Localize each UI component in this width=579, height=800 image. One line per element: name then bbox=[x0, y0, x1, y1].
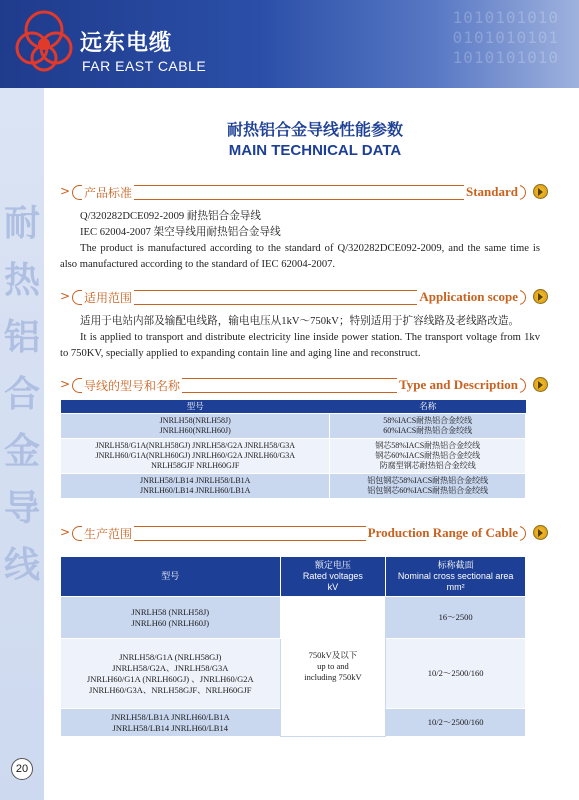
binary-pattern: 1010101010 0101010101 1010101010 bbox=[452, 8, 559, 67]
side-char: 耐 bbox=[4, 203, 41, 244]
section-title-cn: 生产范围 bbox=[84, 527, 133, 541]
chevron-right-icon: > bbox=[60, 184, 71, 198]
section-header-production bbox=[60, 524, 526, 542]
section-frame bbox=[72, 185, 526, 200]
table-row bbox=[61, 473, 526, 498]
chevron-right-icon: > bbox=[60, 289, 71, 303]
table-row bbox=[61, 413, 526, 438]
page-title-cn: 耐热铝合金导线性能参数 bbox=[226, 120, 403, 139]
section-cell: 16～2500 bbox=[386, 597, 526, 639]
model-cell: JNRLH58/LB14 JNRLH58/LB1A JNRLH60/LB14 JNRLH60/LB1A bbox=[61, 473, 330, 498]
play-arrow-icon bbox=[533, 377, 548, 392]
table-header-row bbox=[61, 400, 526, 413]
column-header-section: 标称截面 Nominal cross sectional area mm² bbox=[386, 557, 526, 597]
application-line: 适用于电站内部及输配电线路，输电电压从1kV～750kV；特别适用于扩容线路及老线路改造。 bbox=[80, 316, 520, 327]
name-cell: 钢芯58%IACS耐热铝合金绞线 钢芯60%IACS耐热铝合金绞线 防腐型钢芯耐热铝合金绞线 bbox=[330, 438, 526, 473]
standard-line: The product is manufactured according to the standard of Q/320282DCE092-2009, and the same time is also manufactured according to the standard of IEC 62004-2007. bbox=[60, 243, 540, 270]
standard-line: Q/320282DCE092-2009 耐热铝合金导线 bbox=[80, 211, 261, 222]
name-cell: 铝包钢芯58%IACS耐热铝合金绞线 铝包钢芯60%IACS耐热铝合金绞线 bbox=[330, 473, 526, 498]
table-row bbox=[61, 438, 526, 473]
column-header: 型号 bbox=[61, 400, 330, 413]
side-title-vertical bbox=[4, 195, 40, 594]
page-number: 20 bbox=[11, 758, 33, 780]
section-title-cn: 适用范围 bbox=[84, 291, 133, 305]
page-title-en: MAIN TECHNICAL DATA bbox=[228, 142, 402, 159]
side-char: 热 bbox=[4, 260, 41, 301]
side-char: 线 bbox=[4, 545, 41, 586]
section-header-standard bbox=[60, 183, 526, 201]
side-char: 金 bbox=[4, 431, 41, 472]
side-char: 合 bbox=[4, 374, 41, 415]
section-title-cn: 产品标准 bbox=[84, 186, 133, 200]
voltage-cell: 750kV及以下 up to and including 750kV bbox=[280, 597, 386, 737]
section-title-en: Type and Description bbox=[399, 377, 518, 392]
play-arrow-icon bbox=[533, 525, 548, 540]
column-header-model: 型号 bbox=[61, 557, 281, 597]
standard-line: IEC 62004-2007 架空导线用耐热铝合金导线 bbox=[80, 227, 281, 238]
side-char: 导 bbox=[4, 488, 41, 529]
brand-name-cn: 远东电缆 bbox=[80, 31, 173, 56]
section-header-application bbox=[60, 288, 526, 306]
section-cell: 10/2～2500/160 bbox=[386, 639, 526, 709]
section-title-cn: 导线的型号和名称 bbox=[84, 379, 181, 393]
play-arrow-icon bbox=[533, 289, 548, 304]
model-cell: JNRLH58(NRLH58J) JNRLH60(NRLH60J) bbox=[61, 413, 330, 438]
play-arrow-icon bbox=[533, 184, 548, 199]
standard-text bbox=[60, 209, 540, 273]
production-table bbox=[60, 556, 526, 737]
column-header-voltage: 额定电压 Rated voltages kV bbox=[280, 557, 386, 597]
side-char: 铝 bbox=[4, 317, 41, 358]
section-cell: 10/2～2500/160 bbox=[386, 709, 526, 737]
model-cell: JNRLH58/G1A(NRLH58GJ) JNRLH58/G2A JNRLH58/G3A JNRLH60/G1A(NRLH60GJ) JNRLH60/G2A JNRLH60/G3A NRLH58GJF NRLH60GJF bbox=[61, 438, 330, 473]
section-title-en: Standard bbox=[465, 184, 518, 199]
brand-name-en: FAR EAST CABLE bbox=[82, 58, 207, 74]
application-text bbox=[60, 314, 540, 362]
section-title-en: Application scope bbox=[419, 289, 518, 304]
chevron-right-icon: > bbox=[60, 377, 71, 391]
application-line: It is applied to transport and distribute electricity line inside power station. The transport voltage from 1kv to 750KV, specially applied to expanding contain line and aging line and reconstruct. bbox=[60, 332, 540, 359]
model-cell: JNRLH58/LB1A JNRLH60/LB1A JNRLH58/LB14 JNRLH60/LB14 bbox=[61, 709, 281, 737]
table-header-row bbox=[61, 557, 526, 597]
page-header bbox=[0, 0, 579, 88]
type-table bbox=[60, 400, 526, 499]
far-east-cable-logo-icon bbox=[12, 8, 76, 80]
chevron-right-icon: > bbox=[60, 525, 71, 539]
model-cell: JNRLH58/G1A (NRLH58GJ) JNRLH58/G2A、JNRLH58/G3A JNRLH60/G1A (NRLH60GJ) 、JNRLH60/G2A JNRLH60/G3A、NRLH58GJF、NRLH60GJF bbox=[61, 639, 281, 709]
model-cell: JNRLH58 (NRLH58J) JNRLH60 (NRLH60J) bbox=[61, 597, 281, 639]
table-row bbox=[61, 597, 526, 639]
section-title-en: Production Range of Cable bbox=[367, 525, 518, 540]
name-cell: 58%IACS耐热铝合金绞线 60%IACS耐热铝合金绞线 bbox=[330, 413, 526, 438]
column-header: 名称 bbox=[330, 400, 526, 413]
section-header-type bbox=[60, 376, 526, 394]
